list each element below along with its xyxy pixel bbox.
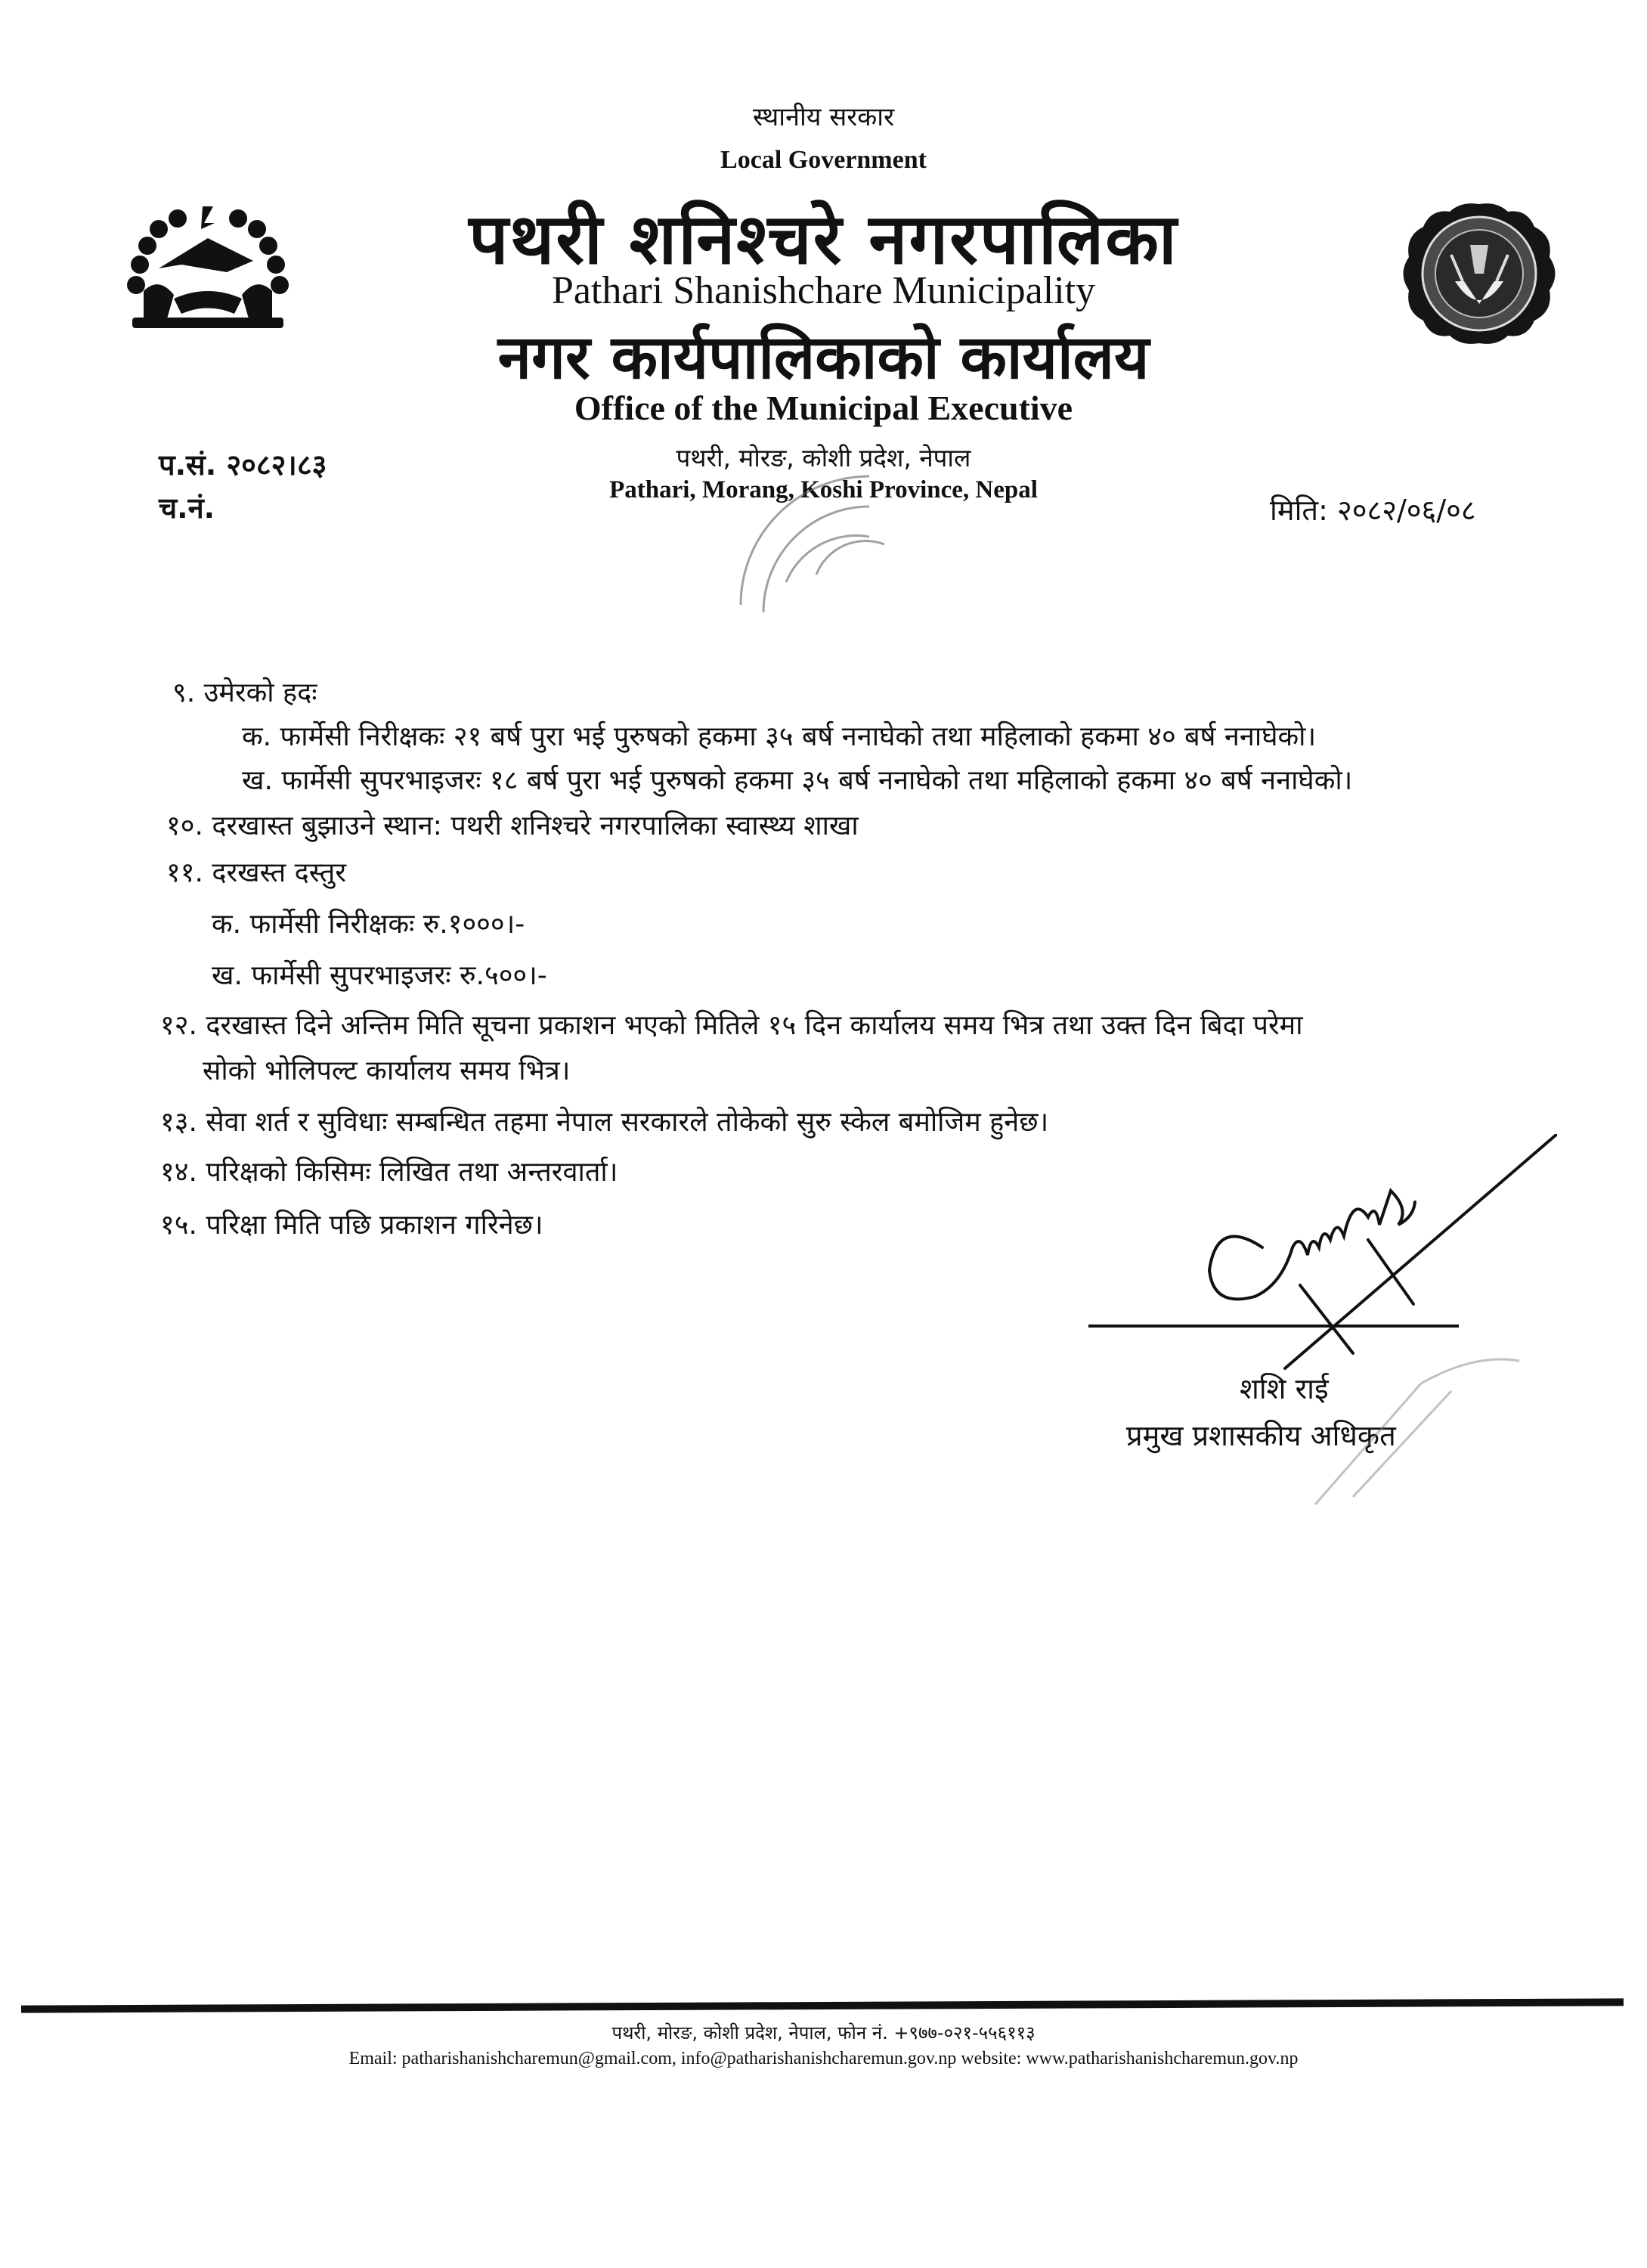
clause-11-b: ख. फार्मेसी सुपरभाइजरः रु.५००।- [212,960,547,991]
clause-11-heading: ११. दरखस्त दस्तुर [166,857,346,888]
municipality-name-en: Pathari Shanishchare Municipality [551,269,1096,312]
local-government-np: स्थानीय सरकार [753,102,894,132]
signature-line [1088,1325,1459,1328]
clause-14: १४. परिक्षको किसिमः लिखित तथा अन्तरवार्ता। [160,1157,618,1188]
clause-9-heading: ९. उमेरको हदः [172,677,317,708]
clause-9-a: क. फार्मेसी निरीक्षकः २१ बर्ष पुरा भई पुरुषको हकमा ३५ बर्ष ननाघेको तथा महिलाको हकमा ४० बर्ष ननाघेको। [242,721,1317,752]
clause-15: १५. परिक्षा मिति पछि प्रकाशन गरिनेछ। [160,1210,543,1241]
clause-11-a: क. फार्मेसी निरीक्षकः रु.१०००।- [212,909,525,940]
signatory-stamp-icon [1300,1331,1527,1512]
signatory-title: प्रमुख प्रशासकीय अधिकृत [1126,1419,1396,1452]
footer-divider [21,1998,1624,2012]
footer-address-phone: पथरी, मोरङ, कोशी प्रदेश, नेपाल, फोन नं. +९७७-०२१-५५६११३ [611,2022,1036,2043]
office-name-en: Office of the Municipal Executive [574,389,1073,427]
clause-13: १३. सेवा शर्त र सुविधाः सम्बन्धित तहमा नेपाल सरकारले तोकेको सुरु स्केल बमोजिम हुनेछ। [160,1107,1049,1138]
local-government-en: Local Government [720,146,927,174]
clause-10: १०. दरखास्त बुझाउने स्थान: पथरी शनिश्चरे नगरपालिका स्वास्थ्य शाखा [166,810,859,841]
clause-12: १२. दरखास्त दिने अन्तिम मिति सूचना प्रकाशन भएको मितिले १५ दिन कार्यालय समय भित्र तथा उक्त दिन बिदा परेमा [160,1010,1303,1041]
clause-12-cont: सोको भोलिपल्ट कार्यालय समय भित्र। [203,1055,571,1086]
office-stamp-icon [711,454,1028,673]
address-np: पथरी, मोरङ, कोशी प्रदेश, नेपाल [676,443,971,472]
address-en: Pathari, Morang, Koshi Province, Nepal [609,476,1038,503]
clause-9-b: ख. फार्मेसी सुपरभाइजरः १८ बर्ष पुरा भई पुरुषको हकमा ३५ बर्ष ननाघेको तथा महिलाको हकमा ४० बर्ष ननाघेको। [242,765,1353,796]
signatory-name: शशि राई [1240,1372,1329,1405]
letter-number: प.सं. २०८२।८३ [159,448,327,482]
footer-contact: Email: patharishanishcharemun@gmail.com, info@patharishanishcharemun.gov.np website: www.patharishanishcharemun.gov.np [348,2049,1299,2068]
dispatch-number: च.नं. [159,491,215,525]
letter-date: मिति: २०८२/०६/०८ [1270,494,1476,527]
municipality-name-np: पथरी शनिश्चरे नगरपालिका [469,199,1178,280]
office-name-np: नगर कार्यपालिकाको कार्यालय [497,322,1150,392]
